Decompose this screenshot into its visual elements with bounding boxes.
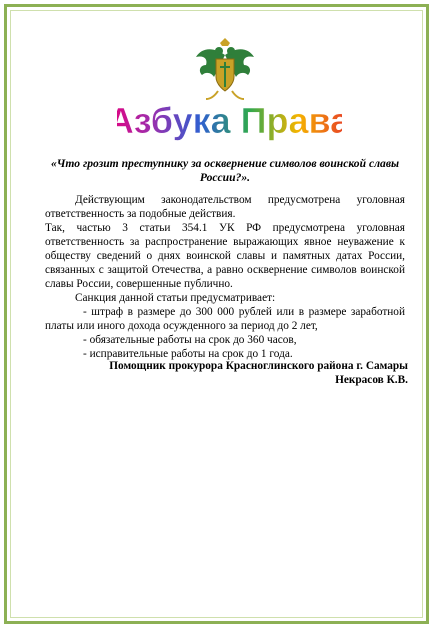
list-item: - исправительные работы на срок до 1 года. — [83, 348, 293, 360]
list-item: - обязательные работы на срок до 360 часов, — [83, 334, 297, 346]
article-body — [45, 193, 405, 361]
signature-position: Помощник прокурора Красноглинского района г. Самары — [109, 360, 408, 372]
article-title: «Что грозит преступнику за осквернение символов воинской славы России?». — [50, 157, 400, 184]
azbuka-prava-logo — [117, 99, 342, 141]
logo-text: Азбука Права — [117, 100, 342, 141]
signature-name: Некрасов К.В. — [335, 374, 408, 386]
paragraph: Санкция данной статьи предусматривает: — [75, 292, 276, 304]
paragraph: Действующим законодательством предусмотрена уголовная ответственность за подобные действия. — [45, 194, 405, 220]
list-item: - штраф в размере до 300 000 рублей или в размере заработной платы или иного дохода осужденного за период до 2 лет, — [45, 306, 405, 332]
paragraph: Так, частью 3 статьи 354.1 УК РФ предусмотрена уголовная ответственность за распространение выражающих явное неуважение к обществу сведений о днях воинской славы и памятных датах России, связанных с защитой Отечества, а равно осквернение символов воинской славы России, совершенные публично. — [45, 222, 405, 290]
signature — [48, 359, 408, 387]
prosecutor-emblem-icon — [190, 37, 260, 107]
document-page — [4, 4, 429, 624]
